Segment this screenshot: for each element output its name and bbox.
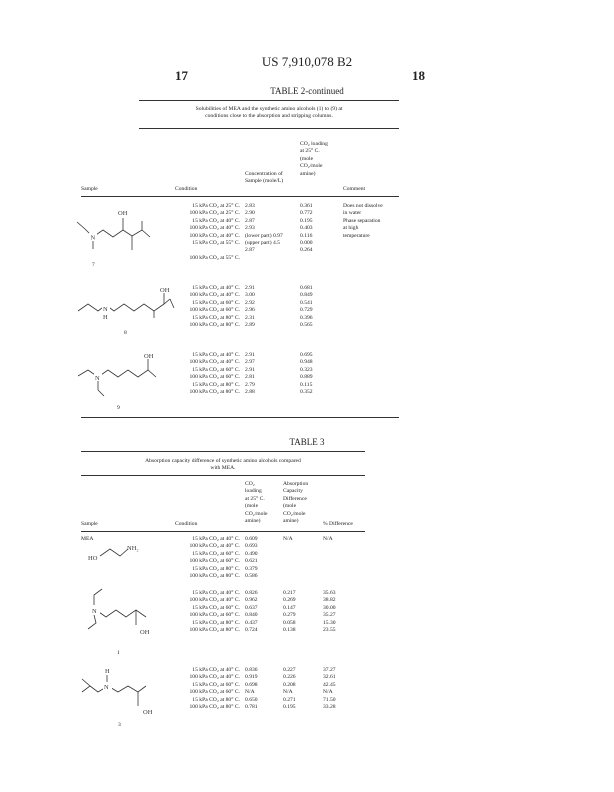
table2-group7-concentrations: 2.83 2.90 2.87 2.93 (lower part) 0.97 (upper part) 4.5 2.87 <box>245 203 283 254</box>
table3-group1-loadings: 0.826 0.962 0.637 0.840 0.437 0.724 <box>245 590 258 633</box>
table3-col-condition: Condition <box>175 521 198 527</box>
svg-text:OH: OH <box>143 709 153 716</box>
table3-col-capacity: Absorption Capacity Difference (mole CO₂/mole amine) <box>283 481 309 525</box>
table3-header-rule <box>81 531 365 532</box>
table2-bottom-rule <box>81 417 399 418</box>
table3-mea-conditions: 15 kPa CO₂ at 40° C. 100 kPa CO₂ at 40° C. 15 kPa CO₂ at 60° C. 100 kPa CO₂ at 60° C. 15 kPa CO₂ at 80° C. 100 kPa CO₂ at 80° C. <box>189 536 240 579</box>
structure-8-drawing <box>74 284 184 334</box>
table2-col-loading: CO₂ loading at 25° C. (mole CO₂/mole amine) <box>300 141 328 177</box>
table2-header-rule <box>81 196 399 197</box>
table2-group7-conditions: 15 kPa CO₂ at 25° C. 100 kPa CO₂ at 25° C. 15 kPa CO₂ at 40° C. 100 kPa CO₂ at 40° C. 100 kPa CO₂ at 40° C. 15 kPa CO₂ at 55° C. 100 kPa CO₂ at 55° C. <box>189 203 240 261</box>
structure-3-drawing <box>76 662 176 727</box>
table2-group8-loadings: 0.681 0.849 0.541 0.729 0.396 0.565 <box>300 285 313 328</box>
table2-caption: Solubilities of MEA and the synthetic amino alcohols (1) to (9) at conditions close to the absorption and stripping columns. <box>195 106 343 120</box>
structure-mea-drawing <box>80 540 170 570</box>
table2-top-rule <box>139 100 399 101</box>
table3-title: TABLE 3 <box>289 437 325 447</box>
table3-group3-conditions: 15 kPa CO₂ at 40° C. 100 kPa CO₂ at 40° C. 15 kPa CO₂ at 60° C. 100 kPa CO₂ at 60° C. 15 kPa CO₂ at 80° C. 100 kPa CO₂ at 80° C. <box>189 667 240 710</box>
table2-group9-conditions: 15 kPa CO₂ at 40° C. 100 kPa CO₂ at 40° C. 15 kPa CO₂ at 60° C. 100 kPa CO₂ at 60° C. 15 kPa CO₂ at 80° C. 100 kPa CO₂ at 80° C. <box>189 352 240 395</box>
table2-title: TABLE 2-continued <box>270 86 344 96</box>
table2-col-comment: Comment <box>343 186 366 192</box>
svg-text:N: N <box>95 375 100 382</box>
table2-label-7: 7 <box>92 262 95 268</box>
table3-col-pct: % Difference <box>323 521 353 527</box>
table3-caption: Absorption capacity difference of synthetic amino alcohols compared with MEA. <box>145 458 301 472</box>
table3-col-sample: Sample <box>81 521 98 527</box>
structure-9-drawing <box>74 350 174 410</box>
page-number-right: 18 <box>412 68 425 83</box>
table3-mea-capacity: N/A <box>283 536 293 542</box>
table3-group3-capacity: 0.227 0.226 0.208 N/A 0.271 0.195 <box>283 667 296 710</box>
table3-group1-pct: 35.63 38.82 30.00 35.27 15.30 23.55 <box>323 590 336 633</box>
table2-label-9: 9 <box>117 405 120 411</box>
svg-text:N: N <box>92 608 97 615</box>
svg-text:OH: OH <box>118 210 128 217</box>
svg-text:H: H <box>105 668 110 675</box>
svg-text:NH₂: NH₂ <box>127 545 139 552</box>
structure-7-drawing <box>74 202 174 262</box>
table2-group8-concentrations: 2.91 3.00 2.92 2.96 2.31 2.89 <box>245 285 255 328</box>
table3-label-3: 3 <box>118 722 121 728</box>
page-number-left: 17 <box>175 68 188 83</box>
table3-mea-loadings: 0.609 0.693 0.490 0.621 0.379 0.586 <box>245 536 258 579</box>
svg-text:OH: OH <box>160 287 170 294</box>
svg-text:N: N <box>90 234 96 242</box>
table2-group7-loadings: 0.361 0.772 0.195 0.403 0.116 0.000 0.264 <box>300 203 313 254</box>
table3-group3-pct: 37.27 32.61 42.45 N/A 71.50 33.28 <box>323 667 336 710</box>
svg-text:H: H <box>103 314 108 321</box>
table3-label-mea: MEA <box>81 536 94 542</box>
table2-col-condition: Condition <box>175 186 198 192</box>
patent-number: US 7,910,078 B2 <box>261 54 353 69</box>
svg-text:N: N <box>104 684 109 691</box>
table3-mea-pct: N/A <box>323 536 333 542</box>
table3-group1-conditions: 15 kPa CO₂ at 40° C. 100 kPa CO₂ at 40° C. 15 kPa CO₂ at 60° C. 100 kPa CO₂ at 60° C. 15 kPa CO₂ at 80° C. 100 kPa CO₂ at 80° C. <box>189 590 240 633</box>
table3-top-rule <box>81 451 365 452</box>
table2-group7-comments: Does not dissolve in water Phase separation at high temperature <box>343 203 383 239</box>
table3-col-loading: CO₂ loading at 25° C. (mole CO₂/mole amine) <box>245 481 268 525</box>
table2-col-sample: Sample <box>81 186 98 192</box>
table2-group9-loadings: 0.695 0.948 0.323 0.889 0.115 0.352 <box>300 352 313 395</box>
table2-group9-concentrations: 2.91 2.97 2.91 2.81 2.79 2.88 <box>245 352 255 395</box>
table2-group8-conditions: 15 kPa CO₂ at 40° C. 100 kPa CO₂ at 40° C. 15 kPa CO₂ at 60° C. 100 kPa CO₂ at 60° C. 15 kPa CO₂ at 80° C. 100 kPa CO₂ at 80° C. <box>189 285 240 328</box>
svg-text:HO: HO <box>88 555 98 562</box>
table2-col-concentration: Concentration of Sample (mole/L) <box>245 171 284 185</box>
table2-caption-rule <box>139 128 399 129</box>
svg-text:N: N <box>103 306 108 313</box>
table3-group1-capacity: 0.217 0.269 0.147 0.279 0.058 0.138 <box>283 590 296 633</box>
table3-label-1: 1 <box>117 650 120 656</box>
table3-caption-rule <box>81 475 365 476</box>
table2-label-8: 8 <box>124 330 127 336</box>
svg-text:OH: OH <box>140 629 150 636</box>
structure-1-drawing <box>80 585 170 655</box>
table3-group3-loadings: 0.836 0.919 0.698 N/A 0.650 0.781 <box>245 667 258 710</box>
svg-text:OH: OH <box>144 353 154 360</box>
